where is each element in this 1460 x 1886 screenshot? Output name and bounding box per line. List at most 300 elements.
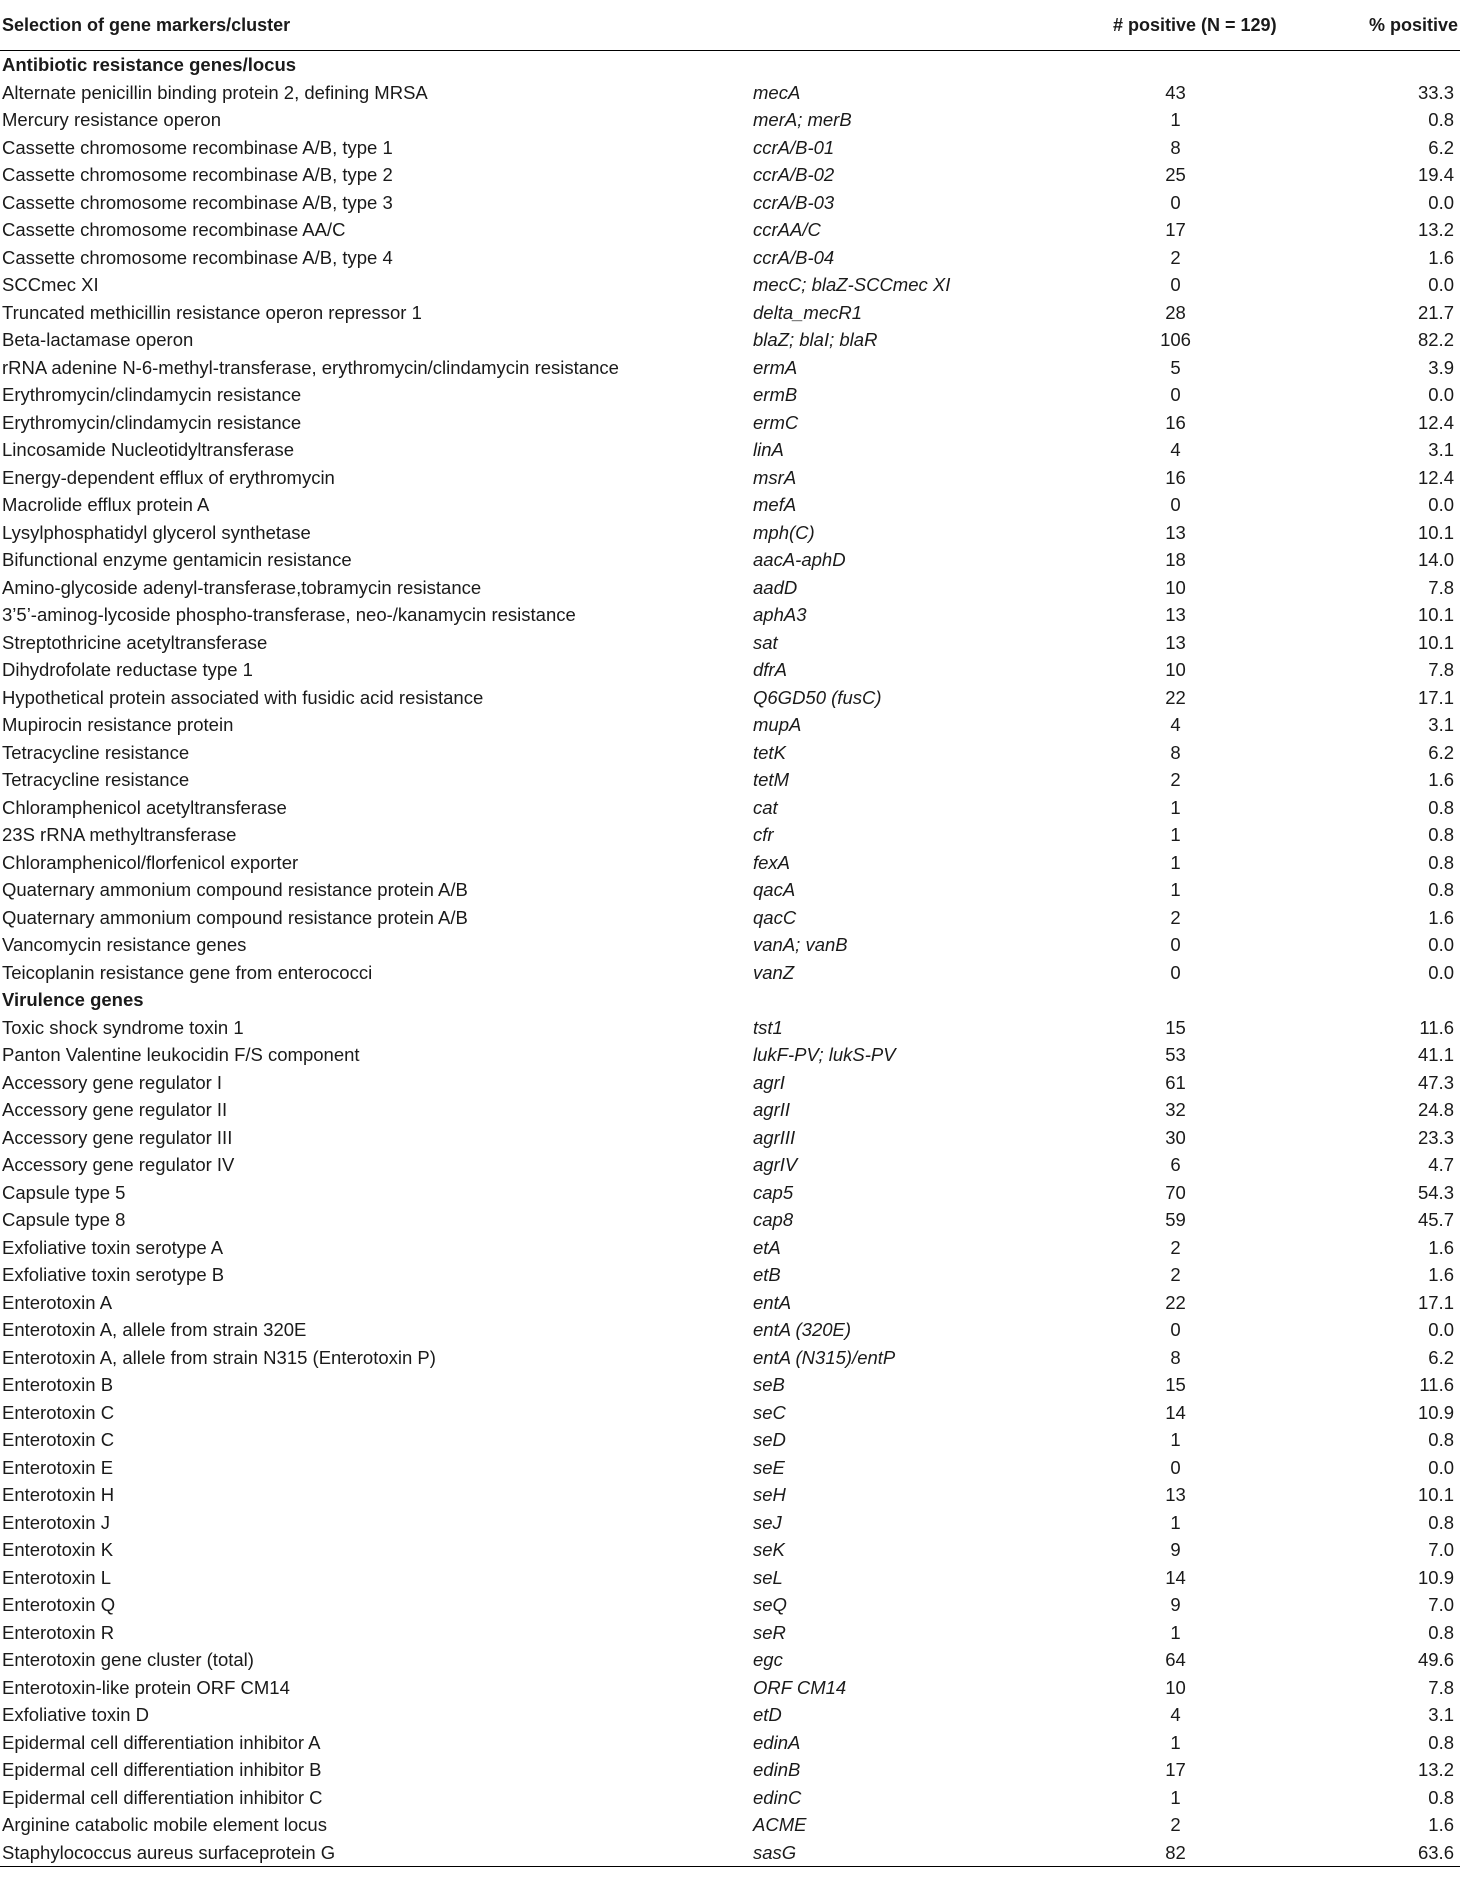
positive-count: 0	[1170, 1319, 1181, 1340]
gene-name: blaZ; blaI; blaR	[753, 329, 878, 350]
positive-count: 106	[1160, 329, 1191, 350]
gene-name: entA	[753, 1291, 792, 1313]
gene-name: edinB	[753, 1759, 801, 1780]
positive-count: 17	[1165, 1759, 1186, 1780]
positive-percent: 3.1	[1428, 1704, 1454, 1725]
marker-description: Enterotoxin C	[2, 1401, 115, 1423]
positive-count: 53	[1165, 1044, 1186, 1065]
table-row	[0, 299, 1460, 327]
marker-description: Accessory gene regulator III	[2, 1126, 233, 1148]
positive-count: 0	[1170, 274, 1181, 295]
table-row	[0, 1701, 1460, 1729]
gene-name: agrI	[753, 1071, 785, 1093]
positive-percent: 0.0	[1428, 934, 1454, 955]
positive-count: 22	[1165, 686, 1186, 708]
gene-name: etD	[753, 1704, 782, 1725]
gene-name: seJ	[753, 1511, 782, 1533]
gene-name: ermC	[753, 411, 799, 433]
table-row	[0, 491, 1460, 519]
positive-percent: 12.4	[1417, 466, 1454, 488]
positive-percent: 63.6	[1238, 1839, 1460, 1867]
gene-name: etB	[753, 1264, 781, 1285]
positive-count: 13	[1165, 604, 1186, 625]
positive-percent: 0.0	[1428, 494, 1454, 515]
positive-percent: 6.2	[1428, 741, 1454, 763]
table-row	[0, 601, 1460, 629]
table-row	[0, 1206, 1460, 1234]
positive-percent: 17.1	[1417, 686, 1454, 708]
table-row	[0, 1234, 1460, 1262]
positive-count: 13	[1165, 631, 1186, 653]
marker-description: Cassette chromosome recombinase A/B, type 2	[2, 164, 393, 185]
table-row	[0, 959, 1460, 987]
gene-name: seE	[753, 1456, 785, 1478]
positive-percent: 7.0	[1428, 1594, 1454, 1615]
positive-count: 8	[1170, 1346, 1181, 1368]
marker-description: Enterotoxin H	[2, 1484, 115, 1505]
gene-name: mph(C)	[753, 521, 815, 543]
section-header-row	[0, 51, 1460, 79]
positive-percent: 13.2	[1417, 1759, 1454, 1780]
gene-name: ermB	[753, 384, 798, 405]
positive-percent: 0.8	[1428, 879, 1454, 900]
marker-description: Exfoliative toxin serotype B	[2, 1264, 225, 1285]
positive-count: 15	[1165, 1374, 1186, 1395]
gene-name: vanZ	[753, 961, 795, 983]
gene-name: seB	[753, 1374, 785, 1395]
table-header	[0, 0, 1460, 51]
table-row	[0, 134, 1460, 162]
marker-description: Tetracycline resistance	[2, 769, 190, 790]
gene-name: ORF CM14	[753, 1676, 847, 1698]
gene-name: agrIII	[753, 1126, 796, 1148]
positive-count: 0	[1170, 961, 1181, 983]
positive-percent: 0.8	[1428, 796, 1454, 818]
positive-percent: 1.6	[1428, 1264, 1454, 1285]
table-row	[0, 1646, 1460, 1674]
marker-description: Exfoliative toxin serotype A	[2, 1236, 224, 1258]
positive-count: 14	[1165, 1566, 1186, 1588]
positive-count: 64	[1165, 1649, 1186, 1670]
positive-count: 0	[1170, 384, 1181, 405]
gene-name: seQ	[753, 1594, 787, 1615]
marker-description: Accessory gene regulator II	[2, 1099, 228, 1120]
marker-description: Enterotoxin C	[2, 1429, 115, 1450]
gene-name: etA	[753, 1236, 781, 1258]
positive-percent: 0.0	[1428, 191, 1454, 213]
positive-count: 13	[1165, 521, 1186, 543]
positive-count: 28	[1165, 301, 1186, 323]
positive-percent: 4.7	[1428, 1154, 1454, 1175]
table-row	[0, 1069, 1460, 1097]
positive-percent: 11.6	[1419, 1016, 1454, 1038]
table-row	[0, 546, 1460, 574]
marker-description: SCCmec XI	[2, 274, 99, 295]
positive-percent: 82.2	[1417, 329, 1454, 350]
gene-name: sat	[753, 631, 778, 653]
table-row	[0, 436, 1460, 464]
table-row	[0, 1811, 1460, 1839]
gene-name: fexA	[753, 851, 791, 873]
table-row	[0, 326, 1460, 354]
marker-description: Capsule type 5	[2, 1181, 126, 1203]
marker-description: Enterotoxin A, allele from strain N315 (Enterotoxin P)	[2, 1346, 436, 1368]
marker-description: Chloramphenicol acetyltransferase	[2, 796, 287, 818]
table-row	[0, 79, 1460, 107]
positive-percent: 6.2	[1428, 1346, 1454, 1368]
marker-description: Bifunctional enzyme gentamicin resistance	[2, 549, 352, 570]
gene-name: seK	[753, 1539, 785, 1560]
gene-name: mefA	[753, 494, 797, 515]
marker-description: Accessory gene regulator I	[2, 1071, 223, 1093]
gene-name: qacC	[753, 906, 797, 928]
positive-percent: 0.8	[1428, 1429, 1454, 1450]
table-row	[0, 1729, 1460, 1757]
gene-name: ccrA/B-01	[753, 136, 835, 158]
positive-percent: 7.8	[1428, 1676, 1454, 1698]
gene-name: mupA	[753, 714, 802, 735]
gene-name: mecA	[753, 81, 801, 103]
table-row	[0, 1014, 1460, 1042]
table-row	[0, 1784, 1460, 1812]
table-row	[0, 1399, 1460, 1427]
positive-count: 16	[1165, 411, 1186, 433]
positive-count: 10	[1165, 659, 1186, 680]
marker-description: Exfoliative toxin D	[2, 1704, 150, 1725]
table-row	[0, 931, 1460, 959]
gene-name: cap5	[753, 1181, 794, 1203]
gene-name: seR	[753, 1621, 786, 1643]
table-row	[0, 1316, 1460, 1344]
positive-count: 18	[1165, 549, 1186, 570]
positive-count: 0	[1170, 494, 1181, 515]
gene-name: edinC	[753, 1786, 802, 1808]
table-row	[0, 684, 1460, 712]
table-row	[0, 1839, 1460, 1867]
positive-count: 1	[1170, 1621, 1181, 1643]
positive-percent: 23.3	[1417, 1126, 1454, 1148]
marker-description: Toxic shock syndrome toxin 1	[2, 1016, 244, 1038]
positive-percent: 10.1	[1417, 1484, 1454, 1505]
marker-description: Cassette chromosome recombinase A/B, type 3	[2, 191, 393, 213]
table-row	[0, 1041, 1460, 1069]
marker-description: Quaternary ammonium compound resistance protein A/B	[2, 879, 468, 900]
table-row	[0, 711, 1460, 739]
gene-name: mecC; blaZ-SCCmec XI	[753, 274, 951, 295]
table-row	[0, 1509, 1460, 1537]
positive-count: 32	[1165, 1099, 1186, 1120]
positive-percent: 6.2	[1428, 136, 1454, 158]
table-row	[0, 1619, 1460, 1647]
gene-name: ccrA/B-04	[753, 246, 835, 268]
positive-percent: 1.6	[1428, 246, 1454, 268]
positive-percent: 0.0	[1428, 961, 1454, 983]
section-header-row	[0, 986, 1460, 1014]
marker-description: Enterotoxin B	[2, 1374, 114, 1395]
positive-count: 59	[1165, 1209, 1186, 1230]
table-row	[0, 876, 1460, 904]
positive-count: 1	[1170, 879, 1181, 900]
positive-percent: 7.8	[1428, 659, 1454, 680]
gene-name: tetM	[753, 769, 789, 790]
positive-count: 9	[1170, 1539, 1181, 1560]
table-row	[0, 271, 1460, 299]
header-positive-count: # positive (N = 129)	[1053, 0, 1238, 51]
positive-percent: 0.8	[1428, 1511, 1454, 1533]
table-row	[0, 1536, 1460, 1564]
marker-description: Chloramphenicol/florfenicol exporter	[2, 851, 299, 873]
table-row	[0, 1591, 1460, 1619]
marker-description: Enterotoxin K	[2, 1539, 114, 1560]
marker-description: Erythromycin/clindamycin resistance	[2, 384, 302, 405]
positive-count: 4	[1170, 439, 1181, 460]
header-positive-percent: % positive	[1238, 0, 1460, 51]
table-row	[0, 629, 1460, 657]
positive-percent: 0.8	[1428, 824, 1454, 845]
table-row	[0, 216, 1460, 244]
positive-percent: 0.0	[1428, 1319, 1454, 1340]
positive-percent: 45.7	[1417, 1209, 1454, 1230]
table-row	[0, 1454, 1460, 1482]
positive-count: 2	[1170, 246, 1181, 268]
gene-name: tst1	[753, 1016, 783, 1038]
positive-percent: 24.8	[1417, 1099, 1454, 1120]
marker-description: Teicoplanin resistance gene from enterococci	[2, 961, 373, 983]
gene-name: cap8	[753, 1209, 794, 1230]
positive-count: 1	[1170, 824, 1181, 845]
positive-count: 1	[1170, 1786, 1181, 1808]
marker-description: Truncated methicillin resistance operon repressor 1	[2, 301, 422, 323]
positive-percent: 3.1	[1428, 714, 1454, 735]
positive-count: 10	[1165, 1676, 1186, 1698]
marker-description: Hypothetical protein associated with fusidic acid resistance	[2, 686, 484, 708]
marker-description: Vancomycin resistance genes	[2, 934, 247, 955]
marker-description: 3’5’-aminog-lycoside phospho-transferase, neo-/kanamycin resistance	[2, 604, 576, 625]
marker-description: Tetracycline resistance	[2, 741, 190, 763]
positive-count: 61	[1165, 1071, 1186, 1093]
positive-percent: 49.6	[1417, 1649, 1454, 1670]
gene-name: agrII	[753, 1099, 791, 1120]
table-row	[0, 904, 1460, 932]
marker-description: Enterotoxin-like protein ORF CM14	[2, 1676, 290, 1698]
positive-count: 1	[1170, 1511, 1181, 1533]
table-row	[0, 1756, 1460, 1784]
positive-count: 14	[1165, 1401, 1186, 1423]
positive-count: 6	[1170, 1154, 1181, 1175]
positive-percent: 0.8	[1428, 1731, 1454, 1753]
positive-count: 1	[1170, 1731, 1181, 1753]
positive-percent: 3.9	[1428, 356, 1454, 378]
table-row	[0, 1096, 1460, 1124]
gene-name: egc	[753, 1649, 783, 1670]
marker-description: Quaternary ammonium compound resistance protein A/B	[2, 906, 468, 928]
gene-name: seL	[753, 1566, 783, 1588]
positive-percent: 1.6	[1428, 1814, 1454, 1835]
marker-description: Arginine catabolic mobile element locus	[2, 1814, 327, 1835]
header-marker: Selection of gene markers/cluster	[0, 0, 753, 51]
gene-name: edinA	[753, 1731, 801, 1753]
marker-description: Cassette chromosome recombinase AA/C	[2, 219, 346, 240]
positive-count: 10	[1165, 576, 1186, 598]
table-row	[0, 1481, 1460, 1509]
marker-description: Capsule type 8	[2, 1209, 126, 1230]
positive-percent: 0.8	[1428, 109, 1454, 130]
marker-description: Epidermal cell differentiation inhibitor C	[2, 1786, 323, 1808]
positive-count: 4	[1170, 714, 1181, 735]
marker-description: Streptothricine acetyltransferase	[2, 631, 268, 653]
gene-name: sasG	[753, 1839, 1053, 1867]
positive-percent: 17.1	[1417, 1291, 1454, 1313]
positive-count: 1	[1170, 796, 1181, 818]
positive-percent: 0.8	[1428, 1786, 1454, 1808]
header-gene	[753, 0, 1053, 51]
positive-count: 2	[1170, 1264, 1181, 1285]
positive-percent: 33.3	[1417, 81, 1454, 103]
table-row	[0, 821, 1460, 849]
table-row	[0, 106, 1460, 134]
table-row	[0, 189, 1460, 217]
positive-percent: 0.0	[1428, 1456, 1454, 1478]
table-row	[0, 1674, 1460, 1702]
positive-percent: 7.8	[1428, 576, 1454, 598]
table-row	[0, 739, 1460, 767]
positive-percent: 0.8	[1428, 851, 1454, 873]
positive-percent: 19.4	[1417, 164, 1454, 185]
positive-percent: 1.6	[1428, 769, 1454, 790]
positive-count: 16	[1165, 466, 1186, 488]
marker-description: Accessory gene regulator IV	[2, 1154, 235, 1175]
positive-count: 15	[1165, 1016, 1186, 1038]
gene-name: linA	[753, 439, 784, 460]
positive-count: 22	[1165, 1291, 1186, 1313]
positive-percent: 10.9	[1417, 1401, 1454, 1423]
positive-count: 0	[1170, 934, 1181, 955]
section-title: Antibiotic resistance genes/locus	[2, 54, 297, 75]
marker-description: Enterotoxin L	[2, 1566, 112, 1588]
gene-name: Q6GD50 (fusC)	[753, 686, 882, 708]
positive-count: 1	[1170, 1429, 1181, 1450]
positive-count: 25	[1165, 164, 1186, 185]
positive-count: 2	[1170, 1236, 1181, 1258]
gene-name: qacA	[753, 879, 796, 900]
gene-name: lukF-PV; lukS-PV	[753, 1044, 896, 1065]
positive-percent: 7.0	[1428, 1539, 1454, 1560]
gene-name: aacA-aphD	[753, 549, 846, 570]
gene-name: entA (320E)	[753, 1319, 852, 1340]
positive-percent: 14.0	[1417, 549, 1454, 570]
table-row	[0, 656, 1460, 684]
marker-description: Cassette chromosome recombinase A/B, type 4	[2, 246, 393, 268]
positive-count: 0	[1170, 1456, 1181, 1478]
marker-description: Mercury resistance operon	[2, 109, 222, 130]
table-row	[0, 1371, 1460, 1399]
positive-percent: 13.2	[1417, 219, 1454, 240]
gene-name: entA (N315)/entP	[753, 1346, 896, 1368]
gene-name: ccrA/B-03	[753, 191, 835, 213]
marker-description: 23S rRNA methyltransferase	[2, 824, 237, 845]
positive-count: 30	[1165, 1126, 1186, 1148]
positive-percent: 11.6	[1419, 1374, 1454, 1395]
positive-count: 13	[1165, 1484, 1186, 1505]
table-row	[0, 464, 1460, 492]
marker-description: Cassette chromosome recombinase A/B, type 1	[2, 136, 393, 158]
marker-description: Enterotoxin A	[2, 1291, 113, 1313]
table-row	[0, 1151, 1460, 1179]
gene-name: cat	[753, 796, 778, 818]
gene-name: delta_mecR1	[753, 301, 863, 323]
gene-name: tetK	[753, 741, 786, 763]
gene-name: agrIV	[753, 1154, 798, 1175]
marker-description: Enterotoxin R	[2, 1621, 115, 1643]
positive-percent: 10.1	[1417, 521, 1454, 543]
marker-description: Macrolide efflux protein A	[2, 494, 210, 515]
table-row	[0, 794, 1460, 822]
table-row	[0, 519, 1460, 547]
positive-count: 82	[1053, 1839, 1238, 1867]
header-row	[0, 0, 1460, 51]
positive-count: 43	[1165, 81, 1186, 103]
table-row	[0, 1261, 1460, 1289]
marker-description: Enterotoxin J	[2, 1511, 110, 1533]
marker-description: Panton Valentine leukocidin F/S component	[2, 1044, 360, 1065]
table-row	[0, 766, 1460, 794]
marker-description: Staphylococcus aureus surfaceprotein G	[0, 1839, 753, 1867]
positive-count: 2	[1170, 1814, 1181, 1835]
gene-name: vanA; vanB	[753, 934, 848, 955]
marker-description: Enterotoxin gene cluster (total)	[2, 1649, 254, 1670]
table-row	[0, 381, 1460, 409]
positive-count: 8	[1170, 136, 1181, 158]
gene-name: msrA	[753, 466, 797, 488]
table-row	[0, 1564, 1460, 1592]
table-row	[0, 244, 1460, 272]
positive-percent: 54.3	[1417, 1181, 1454, 1203]
marker-description: Erythromycin/clindamycin resistance	[2, 411, 302, 433]
table-row	[0, 1426, 1460, 1454]
gene-name: aadD	[753, 576, 798, 598]
gene-name: ermA	[753, 356, 798, 378]
table-row	[0, 161, 1460, 189]
marker-description: Amino-glycoside adenyl-transferase,tobramycin resistance	[2, 576, 482, 598]
table-row	[0, 354, 1460, 382]
positive-percent: 12.4	[1417, 411, 1454, 433]
positive-count: 1	[1170, 109, 1181, 130]
marker-description: Epidermal cell differentiation inhibitor B	[2, 1759, 322, 1780]
positive-count: 17	[1165, 219, 1186, 240]
gene-name: ACME	[753, 1814, 807, 1835]
positive-percent: 3.1	[1428, 439, 1454, 460]
marker-description: Mupirocin resistance protein	[2, 714, 234, 735]
gene-name: cfr	[753, 824, 774, 845]
positive-count: 5	[1170, 356, 1181, 378]
positive-percent: 10.9	[1417, 1566, 1454, 1588]
marker-description: rRNA adenine N-6-methyl-transferase, erythromycin/clindamycin resistance	[2, 356, 619, 378]
marker-description: Alternate penicillin binding protein 2, defining MRSA	[2, 81, 428, 103]
marker-description: Lincosamide Nucleotidyltransferase	[2, 439, 295, 460]
marker-description: Beta-lactamase operon	[2, 329, 194, 350]
positive-count: 2	[1170, 906, 1181, 928]
gene-name: ccrA/B-02	[753, 164, 835, 185]
positive-count: 4	[1170, 1704, 1181, 1725]
table-row	[0, 574, 1460, 602]
positive-count: 9	[1170, 1594, 1181, 1615]
positive-percent: 21.7	[1417, 301, 1454, 323]
table-row	[0, 1289, 1460, 1317]
section-title: Virulence genes	[2, 989, 144, 1010]
positive-count: 70	[1165, 1181, 1186, 1203]
positive-count: 8	[1170, 741, 1181, 763]
positive-percent: 10.1	[1417, 604, 1454, 625]
